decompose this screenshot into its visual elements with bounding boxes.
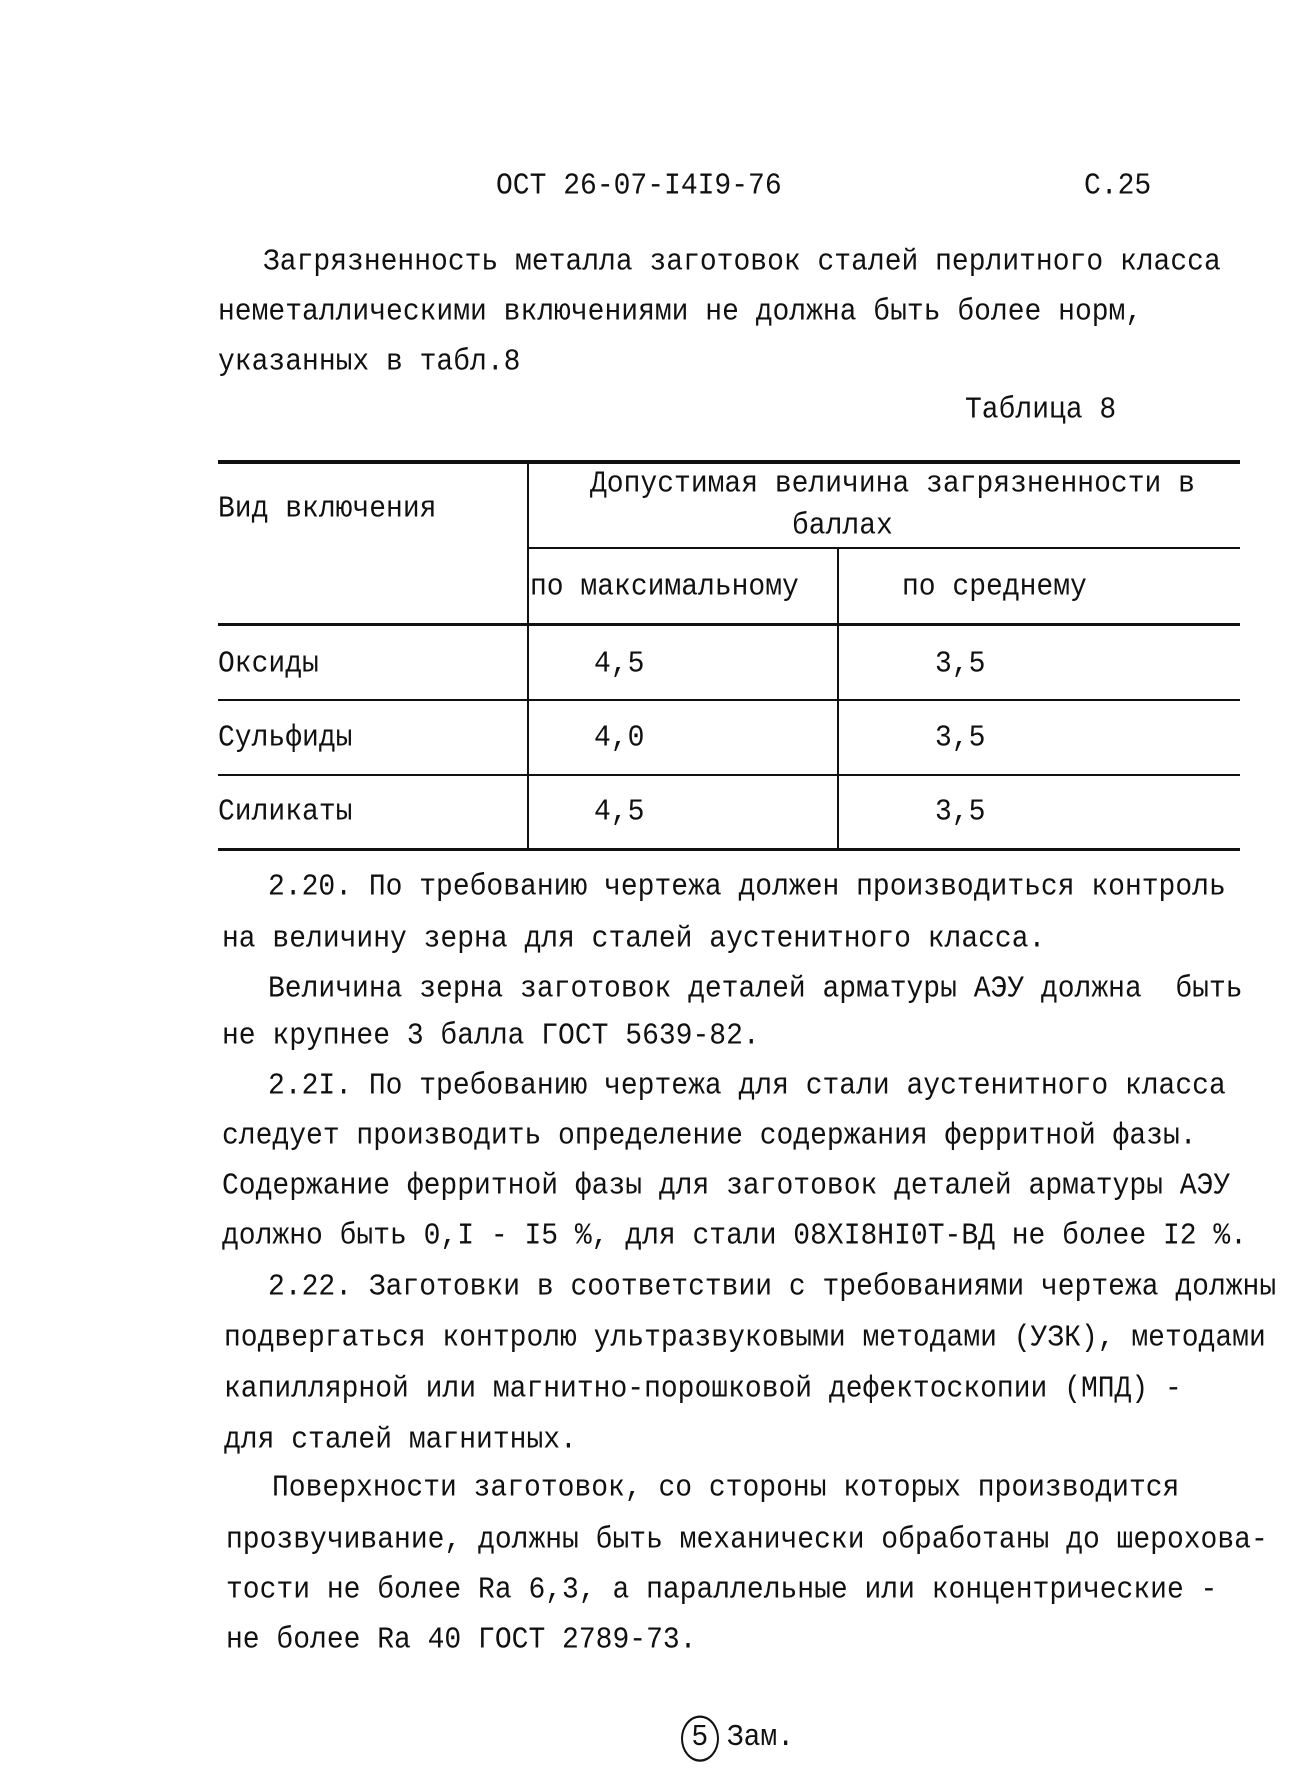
paragraph-line: на величину зерна для сталей аустенитного класса. [222, 922, 1046, 957]
sub-header-max: по максимальному [530, 570, 799, 605]
intro-line: указанных в табл.8 [218, 345, 521, 380]
row-max: 4,5 [594, 795, 645, 830]
row-max: 4,5 [594, 647, 645, 682]
paragraph-line: должно быть 0,I - I5 %, для стали 08XI8HI0T-ВД не более I2 %. [222, 1219, 1247, 1254]
paragraph-line: следует производить определение содержания ферритной фазы. [222, 1119, 1197, 1154]
row-type: Оксиды [218, 647, 319, 682]
row-type: Сульфиды [218, 721, 353, 756]
row-divider [218, 699, 1240, 701]
document-code: ОСТ 26-07-I4I9-76 [496, 169, 782, 204]
change-label: Зам. [726, 1721, 795, 1756]
change-number-circle: 5 [681, 1716, 719, 1762]
column-divider [527, 463, 529, 849]
row-max: 4,0 [594, 721, 645, 756]
paragraph-line: 2.2I. По требованию чертежа для стали аустенитного класса [268, 1069, 1226, 1104]
table-caption: Таблица 8 [965, 393, 1117, 428]
paragraph-line: прозвучивание, должны быть механически обработаны до шерохова- [226, 1523, 1268, 1558]
paragraph-line: не более Ra 40 ГОСТ 2789-73. [226, 1623, 697, 1658]
header-divider [528, 547, 1240, 549]
row-avg: 3,5 [935, 721, 986, 756]
paragraph-line: не крупнее 3 балла ГОСТ 5639-82. [222, 1019, 760, 1054]
row-avg: 3,5 [935, 795, 986, 830]
group-header: баллах [792, 509, 893, 544]
paragraph-line: Содержание ферритной фазы для заготовок деталей арматуры АЭУ [222, 1169, 1231, 1204]
col-header-type: Вид включения [218, 492, 437, 527]
group-header: Допустимая величина загрязненности в [590, 467, 1195, 502]
change-mark [664, 1680, 794, 1761]
intro-line: неметаллическими включениями не должна быть более норм, [218, 295, 1143, 330]
column-divider [837, 548, 839, 849]
table-top-border [218, 460, 1240, 464]
paragraph-line: капиллярной или магнитно-порошковой дефектоскопии (МПД) - [224, 1372, 1182, 1407]
sub-header-avg: по среднему [902, 570, 1087, 605]
row-divider [218, 774, 1240, 776]
paragraph-line: тости не более Ra 6,3, а параллельные или концентрические - [226, 1573, 1218, 1608]
paragraph-line: 2.20. По требованию чертежа должен производиться контроль [268, 870, 1226, 905]
row-avg: 3,5 [935, 647, 986, 682]
paragraph-line: для сталей магнитных. [224, 1423, 577, 1458]
row-type: Силикаты [218, 795, 353, 830]
paragraph-line: Поверхности заготовок, со стороны которых производится [272, 1471, 1180, 1506]
header-bottom-border [218, 623, 1240, 626]
page-number: С.25 [1084, 169, 1152, 204]
paragraph-line: 2.22. Заготовки в соответствии с требованиями чертежа должны [268, 1270, 1277, 1305]
table-bottom-border [218, 848, 1240, 851]
paragraph-line: подвергаться контролю ультразвуковыми методами (УЗК), методами [224, 1321, 1266, 1356]
paragraph-line: Величина зерна заготовок деталей арматуры АЭУ должна быть [268, 972, 1243, 1007]
intro-line: Загрязненность металла заготовок сталей перлитного класса [263, 245, 1221, 280]
